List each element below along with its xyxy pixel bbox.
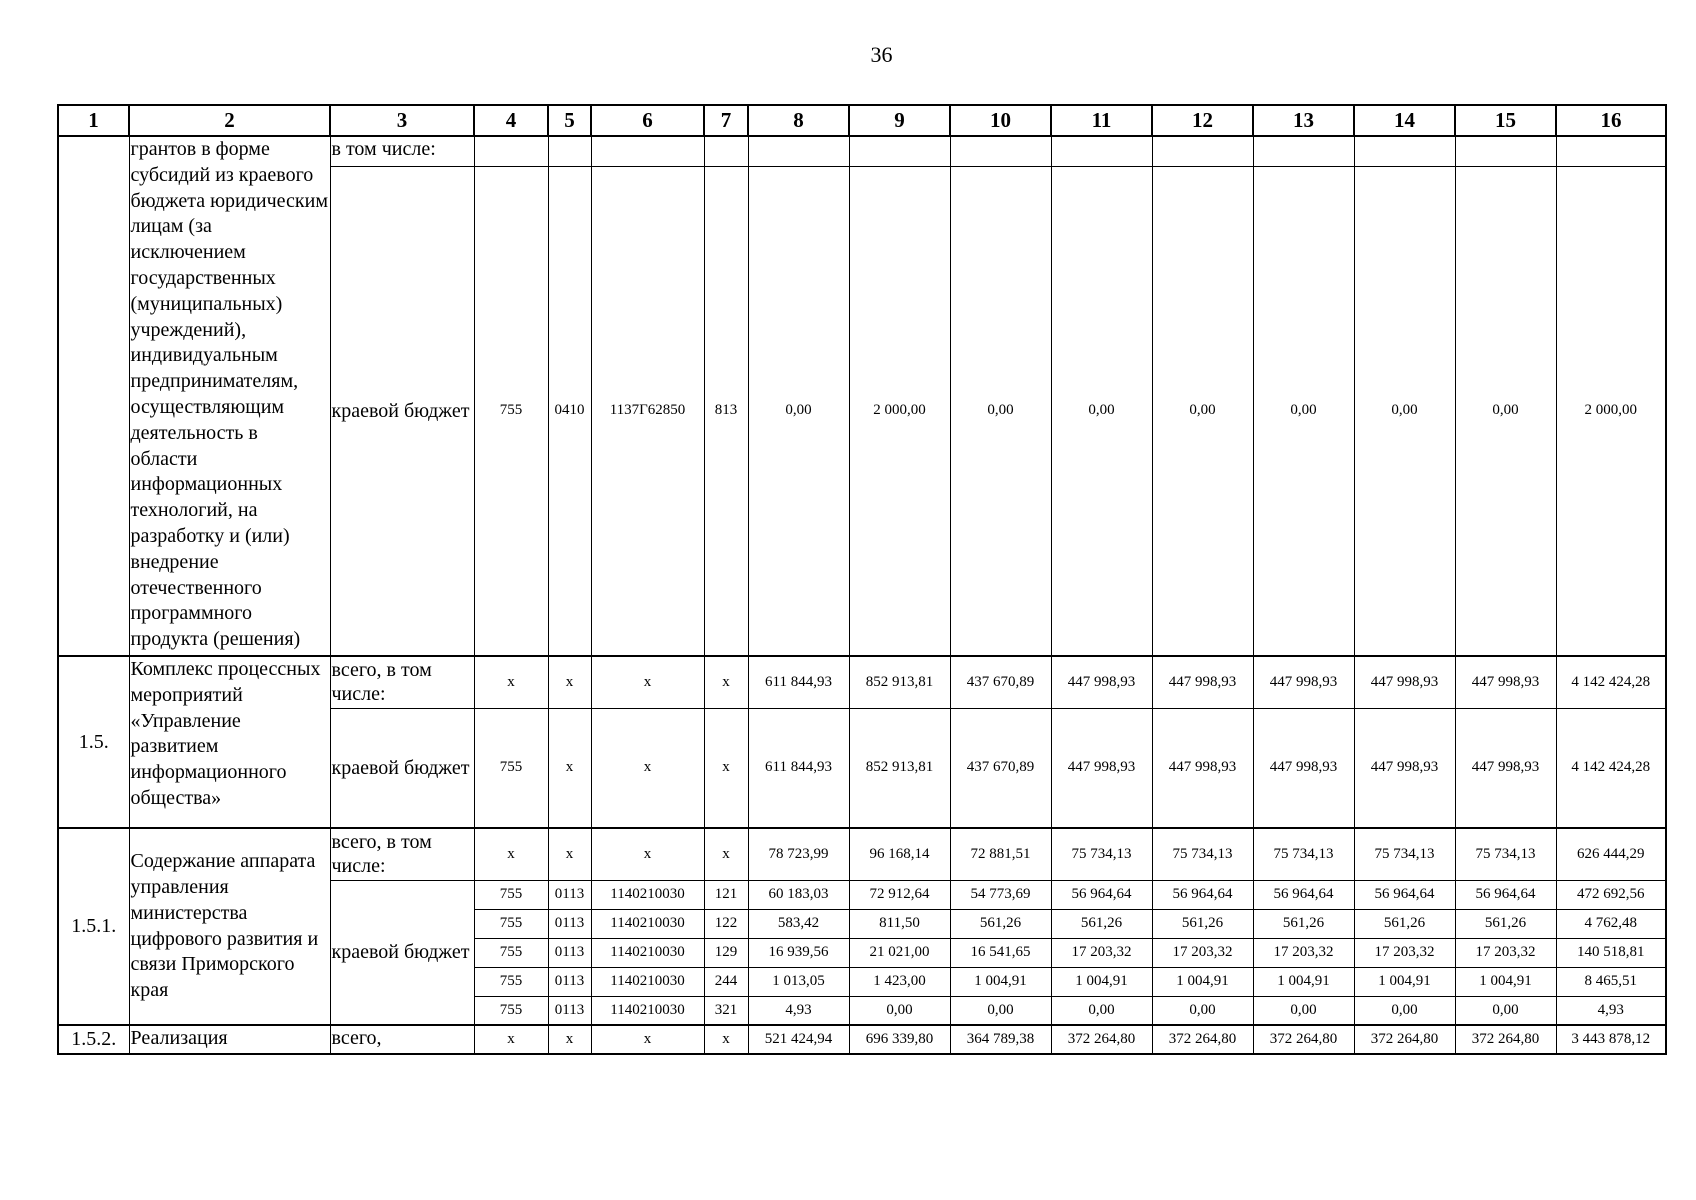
- section-1-5-source-budget: краевой бюджет: [330, 708, 474, 828]
- column-header-8: 8: [748, 105, 849, 136]
- value-cell: 755: [474, 880, 548, 909]
- value-cell: x: [474, 656, 548, 708]
- value-cell: 1 013,05: [748, 967, 849, 996]
- value-cell: 96 168,14: [849, 828, 950, 880]
- value-cell: 140 518,81: [1556, 938, 1666, 967]
- value-cell: x: [474, 828, 548, 880]
- value-cell: 0113: [548, 938, 591, 967]
- value-cell: 0,00: [1051, 166, 1152, 656]
- value-cell: 755: [474, 166, 548, 656]
- value-cell: 60 183,03: [748, 880, 849, 909]
- page-number: 36: [870, 42, 893, 67]
- value-cell: 372 264,80: [1152, 1025, 1253, 1054]
- value-cell: 696 339,80: [849, 1025, 950, 1054]
- section-1-5-total-row: [58, 656, 1666, 708]
- column-header-7: 7: [704, 105, 748, 136]
- value-cell: 17 203,32: [1152, 938, 1253, 967]
- value-cell: x: [704, 656, 748, 708]
- value-cell: 129: [704, 938, 748, 967]
- value-cell: x: [474, 1025, 548, 1054]
- value-cell: 56 964,64: [1455, 880, 1556, 909]
- value-cell: 0,00: [748, 166, 849, 656]
- column-header-11: 11: [1051, 105, 1152, 136]
- value-cell: 1 004,91: [1253, 967, 1354, 996]
- column-header-9: 9: [849, 105, 950, 136]
- value-cell: 122: [704, 909, 748, 938]
- section-1-5-name: Комплекс процессных мероприятий «Управление развитием информационного общества»: [129, 656, 330, 828]
- section-1-5-1-source-total: всего, в том числе:: [330, 828, 474, 880]
- column-header-5: 5: [548, 105, 591, 136]
- value-cell: 78 723,99: [748, 828, 849, 880]
- value-cell: 17 203,32: [1455, 938, 1556, 967]
- value-cell: 75 734,13: [1152, 828, 1253, 880]
- value-cell: 17 203,32: [1354, 938, 1455, 967]
- value-cell: 472 692,56: [1556, 880, 1666, 909]
- value-cell: 561,26: [1455, 909, 1556, 938]
- column-header-3: 3: [330, 105, 474, 136]
- section-1-5-1-source-budget: краевой бюджет: [330, 880, 474, 1025]
- value-cell: x: [591, 656, 704, 708]
- value-cell: 0113: [548, 967, 591, 996]
- section-1-5-1-name: Содержание аппарата управления министерства цифрового развития и связи Приморского края: [129, 828, 330, 1025]
- value-cell: 372 264,80: [1354, 1025, 1455, 1054]
- value-cell: 811,50: [849, 909, 950, 938]
- value-cell: 0,00: [1354, 166, 1455, 656]
- value-cell: 364 789,38: [950, 1025, 1051, 1054]
- value-cell: 561,26: [950, 909, 1051, 938]
- value-cell: 4,93: [1556, 996, 1666, 1025]
- value-cell: 755: [474, 938, 548, 967]
- value-cell: 72 912,64: [849, 880, 950, 909]
- value-cell: 0,00: [950, 166, 1051, 656]
- value-cell: x: [704, 1025, 748, 1054]
- value-cell: 1137Г62850: [591, 166, 704, 656]
- section-1-5-2-name: Реализация: [129, 1025, 330, 1054]
- value-cell: 0,00: [1253, 166, 1354, 656]
- value-cell: 447 998,93: [1253, 656, 1354, 708]
- value-cell: 56 964,64: [1051, 880, 1152, 909]
- value-cell: 1 004,91: [1455, 967, 1556, 996]
- value-cell: 4 762,48: [1556, 909, 1666, 938]
- value-cell: 3 443 878,12: [1556, 1025, 1666, 1054]
- value-cell: x: [704, 828, 748, 880]
- value-cell: 0113: [548, 909, 591, 938]
- value-cell: 561,26: [1152, 909, 1253, 938]
- grant-description: грантов в форме субсидий из краевого бюджета юридическим лицам (за исключением государственных (муниципальных) учреждений), индивидуальным предпринимателям, осуществляющим деятельность в области информационных технологий, на разработку и (или) внедрение отечественного программного продукта (решения): [129, 136, 330, 656]
- value-cell: 1 423,00: [849, 967, 950, 996]
- section-1-5-source-total: всего, в том числе:: [330, 656, 474, 708]
- value-cell: 75 734,13: [1354, 828, 1455, 880]
- value-cell: 0,00: [1152, 166, 1253, 656]
- column-header-4: 4: [474, 105, 548, 136]
- grant-including-row: [58, 136, 1666, 166]
- value-cell: 16 939,56: [748, 938, 849, 967]
- value-cell: 447 998,93: [1455, 708, 1556, 828]
- value-cell: x: [591, 708, 704, 828]
- column-header-6: 6: [591, 105, 704, 136]
- header-row: [58, 105, 1666, 136]
- value-cell: 0,00: [1455, 996, 1556, 1025]
- value-cell: 21 021,00: [849, 938, 950, 967]
- value-cell: 0,00: [1152, 996, 1253, 1025]
- value-cell: 56 964,64: [1152, 880, 1253, 909]
- value-cell: 755: [474, 708, 548, 828]
- section-1-5-1-code: 1.5.1.: [58, 828, 129, 1025]
- section-1-5-2-code: 1.5.2.: [58, 1025, 129, 1054]
- grant-source-budget: краевой бюджет: [330, 166, 474, 656]
- value-cell: x: [591, 1025, 704, 1054]
- section-1-5-2-total-row: [58, 1025, 1666, 1054]
- value-cell: 0,00: [849, 996, 950, 1025]
- value-cell: 813: [704, 166, 748, 656]
- value-cell: 755: [474, 967, 548, 996]
- value-cell: 437 670,89: [950, 708, 1051, 828]
- column-header-1: 1: [58, 105, 129, 136]
- value-cell: 56 964,64: [1354, 880, 1455, 909]
- value-cell: 447 998,93: [1354, 656, 1455, 708]
- value-cell: 626 444,29: [1556, 828, 1666, 880]
- value-cell: 4 142 424,28: [1556, 708, 1666, 828]
- value-cell: 1140210030: [591, 967, 704, 996]
- value-cell: x: [704, 708, 748, 828]
- value-cell: 583,42: [748, 909, 849, 938]
- grant-code-cell: [58, 136, 129, 656]
- value-cell: 72 881,51: [950, 828, 1051, 880]
- value-cell: 1140210030: [591, 996, 704, 1025]
- value-cell: 54 773,69: [950, 880, 1051, 909]
- section-1-5-code: 1.5.: [58, 656, 129, 828]
- value-cell: 56 964,64: [1253, 880, 1354, 909]
- value-cell: 372 264,80: [1455, 1025, 1556, 1054]
- value-cell: 521 424,94: [748, 1025, 849, 1054]
- value-cell: 75 734,13: [1253, 828, 1354, 880]
- value-cell: 17 203,32: [1253, 938, 1354, 967]
- value-cell: 244: [704, 967, 748, 996]
- value-cell: 447 998,93: [1253, 708, 1354, 828]
- value-cell: 0,00: [1051, 996, 1152, 1025]
- value-cell: 561,26: [1051, 909, 1152, 938]
- value-cell: 1140210030: [591, 880, 704, 909]
- section-1-5-1-total-row: [58, 828, 1666, 880]
- value-cell: 321: [704, 996, 748, 1025]
- value-cell: 4 142 424,28: [1556, 656, 1666, 708]
- value-cell: 611 844,93: [748, 708, 849, 828]
- grant-source-including: в том числе:: [330, 136, 474, 166]
- value-cell: 447 998,93: [1354, 708, 1455, 828]
- value-cell: 852 913,81: [849, 708, 950, 828]
- value-cell: 561,26: [1354, 909, 1455, 938]
- value-cell: 447 998,93: [1152, 708, 1253, 828]
- value-cell: 0113: [548, 880, 591, 909]
- column-header-13: 13: [1253, 105, 1354, 136]
- column-header-14: 14: [1354, 105, 1455, 136]
- value-cell: 611 844,93: [748, 656, 849, 708]
- section-1-5-2-source-total: всего,: [330, 1025, 474, 1054]
- value-cell: 372 264,80: [1253, 1025, 1354, 1054]
- value-cell: 121: [704, 880, 748, 909]
- value-cell: 75 734,13: [1051, 828, 1152, 880]
- value-cell: 1 004,91: [950, 967, 1051, 996]
- value-cell: 0,00: [1253, 996, 1354, 1025]
- value-cell: x: [591, 828, 704, 880]
- value-cell: 2 000,00: [1556, 166, 1666, 656]
- value-cell: x: [548, 828, 591, 880]
- value-cell: 4,93: [748, 996, 849, 1025]
- budget-table: [57, 104, 1667, 1055]
- value-cell: 2 000,00: [849, 166, 950, 656]
- value-cell: 447 998,93: [1152, 656, 1253, 708]
- column-header-10: 10: [950, 105, 1051, 136]
- value-cell: 561,26: [1253, 909, 1354, 938]
- value-cell: 17 203,32: [1051, 938, 1152, 967]
- value-cell: 755: [474, 996, 548, 1025]
- value-cell: x: [548, 1025, 591, 1054]
- value-cell: x: [548, 708, 591, 828]
- value-cell: 16 541,65: [950, 938, 1051, 967]
- value-cell: 75 734,13: [1455, 828, 1556, 880]
- value-cell: 447 998,93: [1051, 708, 1152, 828]
- value-cell: 0410: [548, 166, 591, 656]
- value-cell: 447 998,93: [1455, 656, 1556, 708]
- column-header-12: 12: [1152, 105, 1253, 136]
- value-cell: 755: [474, 909, 548, 938]
- column-header-15: 15: [1455, 105, 1556, 136]
- value-cell: 1 004,91: [1354, 967, 1455, 996]
- value-cell: 447 998,93: [1051, 656, 1152, 708]
- value-cell: x: [548, 656, 591, 708]
- value-cell: 0113: [548, 996, 591, 1025]
- value-cell: 0,00: [1354, 996, 1455, 1025]
- value-cell: 1140210030: [591, 938, 704, 967]
- value-cell: 0,00: [950, 996, 1051, 1025]
- value-cell: 1140210030: [591, 909, 704, 938]
- column-header-2: 2: [129, 105, 330, 136]
- value-cell: 1 004,91: [1051, 967, 1152, 996]
- value-cell: 372 264,80: [1051, 1025, 1152, 1054]
- value-cell: 1 004,91: [1152, 967, 1253, 996]
- value-cell: 852 913,81: [849, 656, 950, 708]
- value-cell: 437 670,89: [950, 656, 1051, 708]
- value-cell: 0,00: [1455, 166, 1556, 656]
- value-cell: 8 465,51: [1556, 967, 1666, 996]
- column-header-16: 16: [1556, 105, 1666, 136]
